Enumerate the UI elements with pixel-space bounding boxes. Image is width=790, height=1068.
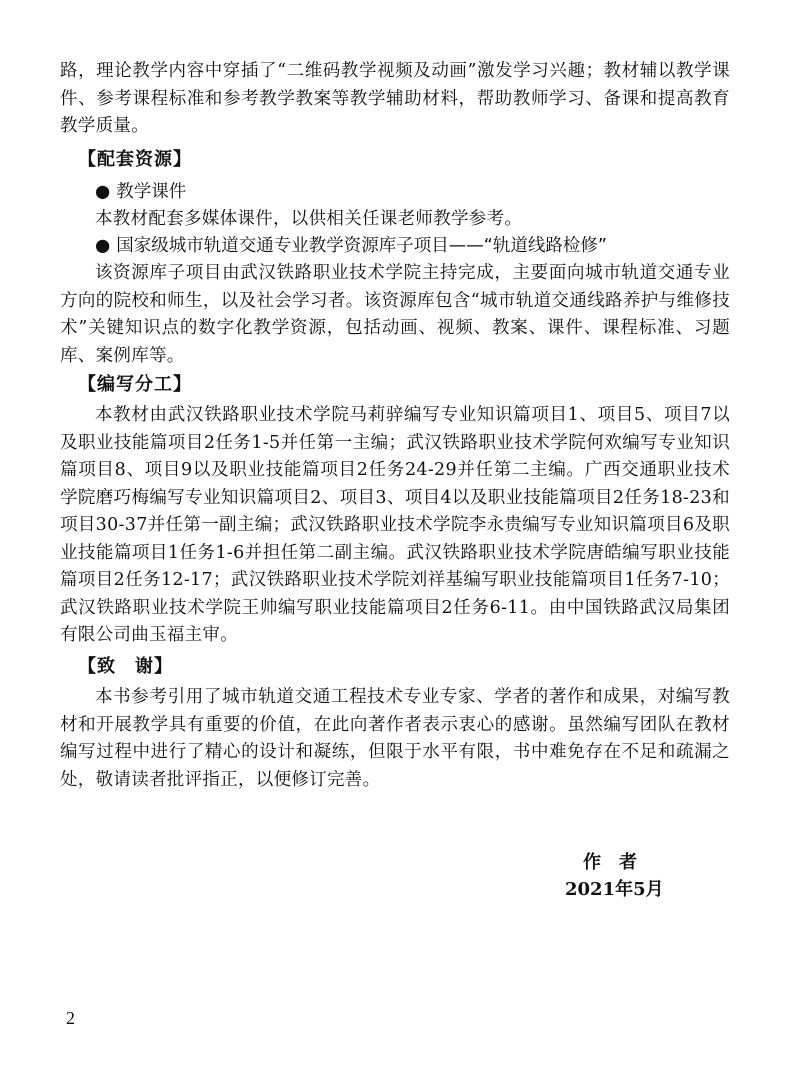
bullet-item-courseware — [95, 179, 186, 205]
division-heading: 【编写分工】 — [78, 374, 192, 395]
signature-date: 2021年5月 — [565, 879, 664, 900]
resource-library-paragraph: 该资源库子项目由武汉铁路职业技术学院主持完成，主要面向城市轨道交通专业方向的院校和师生，以及社会学习者。该资源库包含“城市轨道交通线路养护与维修技术”关键知识点的数字化教学资源，包括动画、视频、教案、课件、课程标准、习题库、案例库等。 — [60, 263, 730, 366]
thanks-heading: 【致 谢】 — [78, 656, 173, 677]
thanks-paragraph: 本书参考引用了城市轨道交通工程技术专业专家、学者的著作和成果，对编写教材和开展教学具有重要的价值，在此向著作者表示衷心的感谢。虽然编写团队在教材编写过程中进行了精心的设计和凝练，但限于水平有限，书中难免存在不足和疏漏之处，敬请读者批评指正，以便修订完善。 — [60, 687, 730, 790]
bullet-icon: ● — [95, 236, 111, 256]
page-number: 2 — [66, 1008, 75, 1028]
intro-paragraph: 路，理论教学内容中穿插了“二维码教学视频及动画”激发学习兴趣；教材辅以教学课件、参考课程标准和参考教学教案等教学辅助材料，帮助教师学习、备课和提高教育教学质量。 — [60, 61, 730, 136]
bullet-item-resource-library — [95, 233, 607, 259]
bullet-label: 教学课件 — [116, 182, 187, 202]
resources-heading: 【配套资源】 — [78, 149, 192, 170]
courseware-paragraph: 本教材配套多媒体课件，以供相关任课老师教学参考。 — [95, 209, 523, 229]
bullet-label: 国家级城市轨道交通专业教学资源库子项目——“轨道线路检修” — [116, 236, 607, 256]
division-paragraph: 本教材由武汉铁路职业技术学院马莉骍编写专业知识篇项目1、项目5、项目7以及职业技能篇项目2任务1-5并任第一主编；武汉铁路职业技术学院何欢编写专业知识篇项目8、项目9以及职业技能篇项目2任务24-29并任第二主编。广西交通职业技术学院磨巧梅编写专业知识篇项目2、项目3、项目4以及职业技能篇项目2任务18-23和项目30-37并任第一副主编；武汉铁路职业技术学院李永贵编写专业知识篇项目6及职业技能篇项目1任务1-6并担任第二副主编。武汉铁路职业技术学院唐皓编写职业技能篇项目2任务12-17；武汉铁路职业技术学院刘祥基编写职业技能篇项目1任务7-10；武汉铁路职业技术学院王帅编写职业技能篇项目2任务6-11。由中国铁路武汉局集团有限公司曲玉福主审。 — [60, 405, 730, 645]
bullet-icon: ● — [95, 182, 111, 202]
author-signature: 作 者 — [583, 852, 637, 873]
